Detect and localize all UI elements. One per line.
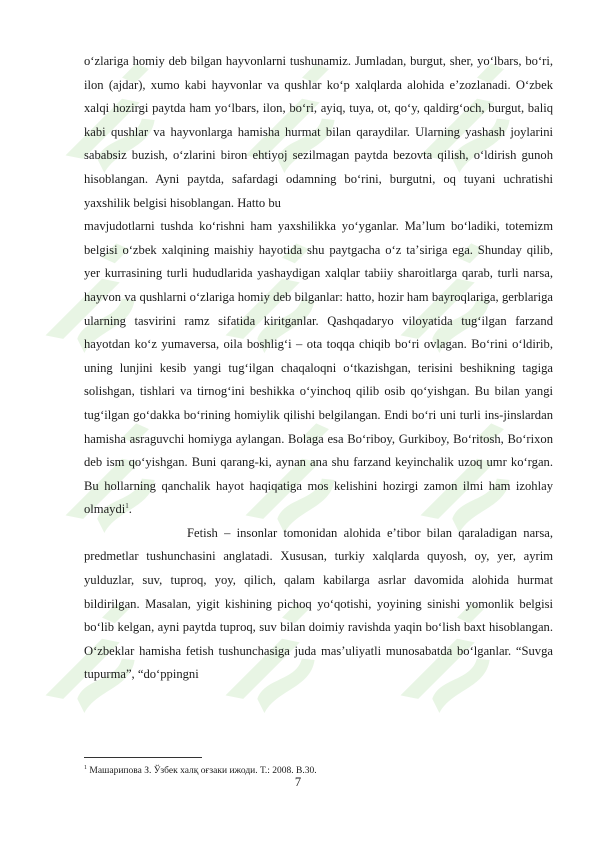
footnote-marker: 1 [84, 765, 87, 771]
paragraph-1-text: oʻzlariga homiy deb bilgan hayvonlarni tushunamiz. Jumladan, burgut, sher, yoʻlbars, boʻri, ilon (ajdar), xumo kabi hayvonlar va qushlar koʻp xalqlarda alohida eʼzozlanadi. Oʻzbek xalqi hozirgi paytda ham yoʻlbars, ilon, boʻri, ayiq, tuya, ot, qoʻy, qaldirgʻoch, burgut, baliq kabi qushlar va hayvonlarga hamisha hurmat bilan qaraydilar. Ularning yashash joylarini sababsiz buzish, oʻzlarini biron ehtiyoj sezilmagan paytda bezovta qilish, oʻldirish gunoh hisoblangan. Ayni paytda, safardagi odamning boʻrini, burgutni, oq tuyani uchratishi yaxshilik belgisi hisoblangan. Hatto bu [84, 54, 553, 210]
page-body [84, 50, 553, 687]
footnote-text: Машарипова З. Ўзбек халқ оғзаки ижоди. Т.: 2008. В.30. [87, 766, 317, 777]
paragraph-1 [84, 50, 553, 215]
paragraph-2-text: mavjudotlarni tushda koʻrishni ham yaxshilikka yoʻyganlar. Maʼlum boʻladiki, totemizm belgisi oʻzbek xalqining maishiy hayotida shu paytgacha oʻz taʼsiriga ega. Shunday qilib, yer kurrasining turli hududlarida yashaydigan xalqlar tabiiy sharoitlarga qarab, turli narsa, hayvon va qushlarni oʻzlariga homiy deb bilganlar: hatto, hozir ham bayroqlariga, gerblariga ularning tasvirini ramz sifatida kiritganlar. Qashqadaryo viloyatida tugʻilgan farzand hayotdan koʻz yumaversa, oila boshligʻi – ota toqqa chiqib boʻri ovlagan. Boʻrini oʻldirib, uning lunjini kesib yangi tugʻilgan chaqaloqni oʻtkazishgan, terisini beshikning tagiga solishgan, tishlari va tirnogʻini beshikka oʻyinchoq qilib osib qoʻyishgan. Bu bilan yangi tugʻilgan goʻdakka boʻrining homiylik qilishi belgilangan. Endi boʻri uni turli ins-jinslardan hamisha asraguvchi homiyga aylangan. Bolaga esa Boʻriboy, Gurkiboy, Boʻritosh, Boʻrixon deb ism qoʻyishgan. Buni qarang-ki, aynan ana shu farzand keyinchalik uzoq umr koʻrgan. Bu hollarning qanchalik hayot haqiqatiga mos kelishini hozirgi zamon ilmi ham izohlay olmaydi [84, 219, 553, 517]
page-number: 7 [294, 775, 302, 789]
footnote-divider [84, 757, 202, 758]
paragraph-3-text: Fetish – insonlar tomonidan alohida eʼtibor bilan qaraladigan narsa, predmetlar tushunchasini anglatadi. Xususan, turkiy xalqlarda quyosh, oy, yer, ayrim yulduzlar, suv, tuproq, yoy, qilich, qalam kabilarga asrlar davomida alohida hurmat bildirilgan. Masalan, yigit kishining pichoq yoʻqotishi, yoyining sinishi yomonlik belgisi boʻlib kelgan, ayni paytda tuproq, suv bilan doimiy ravishda yaqin boʻlish baxt hisoblangan. Oʻzbeklar hamisha fetish tushunchasiga juda masʼuliyatli munosabatda boʻlganlar. “Suvga tupurma”, “doʻppingni [84, 525, 553, 682]
footnote-reference-suffix: . [128, 502, 132, 517]
paragraph-3 [84, 522, 553, 687]
footnote-reference[interactable]: 1 [125, 502, 129, 511]
paragraph-2 [84, 215, 553, 522]
